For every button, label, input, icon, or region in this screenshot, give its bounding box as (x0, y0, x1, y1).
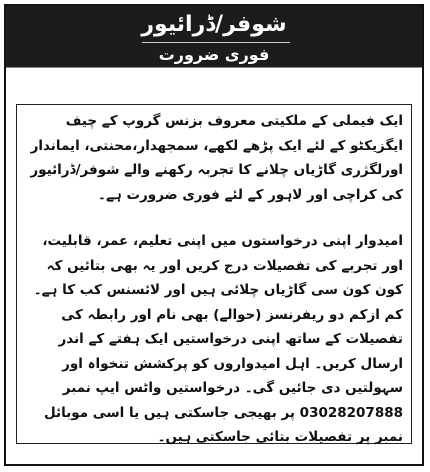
ad-body (16, 104, 412, 444)
ad-header (6, 6, 422, 67)
ad-subtitle: فوری ضرورت (158, 45, 270, 64)
header-separator (6, 67, 422, 72)
paragraph-intro: ایک فیملی کے ملکیتی معروف بزنس گروپ کے چیف ایگزیکٹو کے لئے ایک پڑھے لکھے، سمجھدار،محنتی، ایماندار اورلگژری گاڑیاں چلانے کا تجربہ رکھنے والے شوفر/ڈرائیور کی کراچی اور لاہور کے لئے فوری ضرورت ہے۔ (30, 113, 403, 203)
paragraph-instructions: امیدوار اپنی درخواستوں میں اپنی تعلیم، عمر، قابلیت، اور تجربے کی تفصیلات درج کریں اور یہ بھی بتائیں کہ کون کون سی گاڑیاں چلائی ہیں اور لائسنس کب کا ہے۔کم ازکم دو ریفرنسز (حوالے) بھی نام اور رابطہ کی تفصیلات کے ساتھ اپنی درخواستیں ایک ہفتے کے اندر ارسال کریں۔ اہل امیدواروں کو پرکشش تنخواہ اور سہولتیں دی جائیں گی۔ درخواستیں واٹس ایپ نمبر 03028207888 پر بھیجی جاسکتی ہیں یا اسی موبائل نمبر پر تفصیلات بتائی جاسکتی ہیں۔ (33, 233, 403, 445)
title-divider (142, 42, 290, 43)
job-advertisement (4, 4, 424, 466)
ad-title: شوفر/ڈرائیور (141, 12, 287, 37)
